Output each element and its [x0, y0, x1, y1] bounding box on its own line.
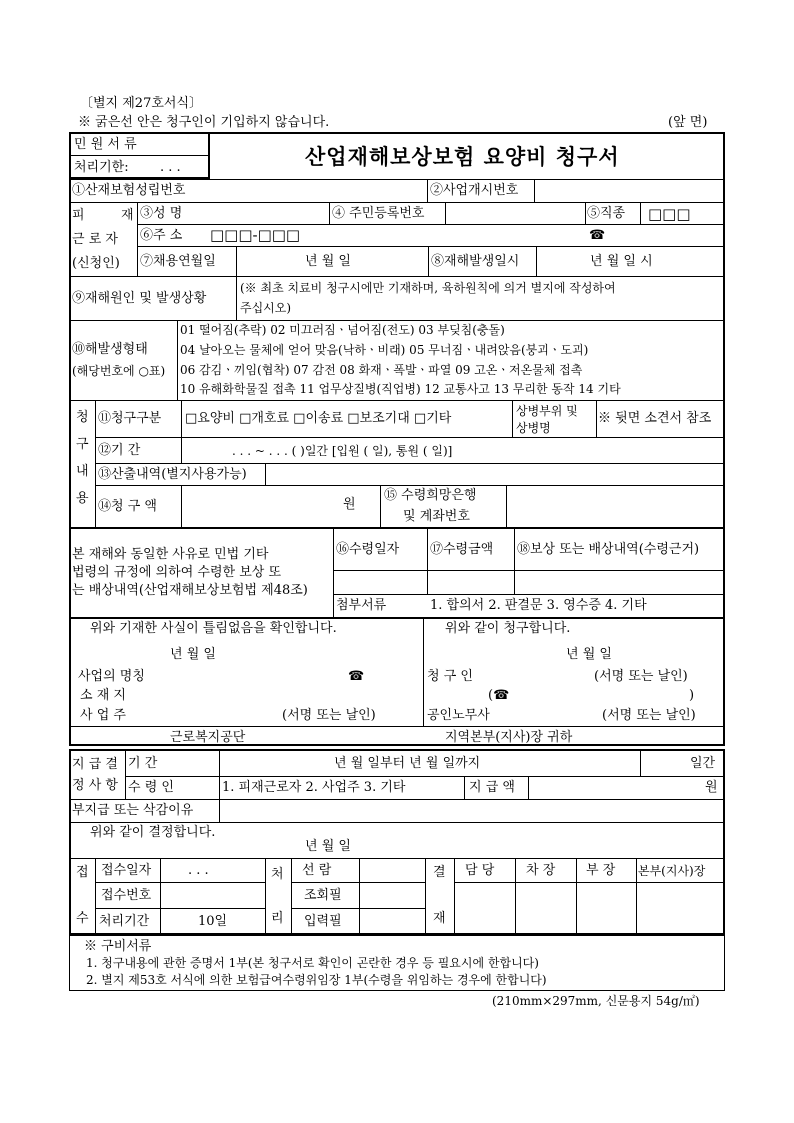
receipt-date-label: 접수일자	[101, 863, 152, 878]
input-label: 입력필	[304, 914, 342, 929]
victim-label-2: 재	[121, 208, 134, 223]
business-address-label: 소 재 지	[80, 688, 126, 703]
branch-label: 본부(지사)장	[638, 864, 706, 878]
proc-period-value: 10일	[198, 914, 228, 929]
decision-days-unit: 일간	[690, 756, 716, 771]
business-start-no-label: ②사업개시번호	[430, 183, 519, 198]
decision-period-label: 기 간	[128, 756, 158, 771]
comp-text-2: 법령의 규정에 의하여 수령한 보상 또	[72, 565, 282, 580]
accident-type-label: ⑩해발생형태	[72, 342, 148, 357]
form-number: 〔별지 제27호서식〕	[80, 96, 203, 111]
deadline-label: 처리기한:	[74, 160, 129, 175]
required-doc-1: 1. 청구내용에 관한 증명서 1부(본 청구서로 확인이 곤란한 경우 등 필요시에 한합니다)	[86, 956, 539, 970]
postal-code-boxes[interactable]: □□□-□□□	[210, 226, 301, 244]
receipt-date-value: . . .	[188, 863, 209, 878]
business-phone-icon: ☎	[348, 669, 365, 684]
labor-attorney-label: 공인노무사	[427, 708, 490, 723]
approve-side-1: 결	[433, 865, 446, 880]
confirm-right-date: 년 월 일	[566, 647, 612, 662]
civil-doc-label: 민 원 서 류	[74, 137, 137, 152]
claim-side-2: 구	[76, 437, 89, 452]
comp-col-date: ⑯수령일자	[336, 542, 400, 557]
accident-time-value: 년 월 일 시	[590, 254, 653, 269]
claim-kind-label: ⑪청구구분	[98, 411, 162, 426]
phone-icon: ☎	[589, 228, 606, 243]
receiver-options[interactable]: 1. 피재근로자 2. 사업주 3. 기타	[222, 780, 406, 795]
injury-note: ※ 뒷면 소견서 참조	[598, 411, 712, 426]
receipt-side-1: 접	[76, 865, 89, 880]
bank-label-1: ⑮ 수령희망은행	[384, 488, 477, 503]
form-title: 산업재해보상보험 요양비 청구서	[305, 144, 620, 169]
victim-label-3: 근 로 자	[72, 232, 118, 247]
accident-type-line1[interactable]: 01 떨어짐(추락) 02 미끄러짐ㆍ넘어짐(전도) 03 부딪침(충돌)	[180, 323, 505, 337]
claimant-label: 청 구 인	[427, 669, 473, 684]
rrn-label: ④ 주민등록번호	[332, 206, 425, 221]
approve-side-2: 재	[433, 911, 446, 926]
accident-type-hint: (해당번호에 ○표)	[72, 364, 166, 378]
attachments-items[interactable]: 1. 합의서 2. 판결문 3. 영수증 4. 기타	[430, 598, 647, 613]
cause-note-line2: 주십시오)	[240, 301, 292, 315]
proc-side-1: 처	[271, 867, 284, 882]
query-label: 조회필	[304, 888, 342, 903]
receipt-side-2: 수	[76, 911, 89, 926]
victim-label-1: 피	[72, 208, 85, 223]
confirm-left-date: 년 월 일	[170, 647, 216, 662]
confirm-right-heading: 위와 같이 청구합니다.	[445, 621, 571, 636]
hire-date-value: 년 월 일	[305, 254, 351, 269]
reason-label: 부지급 또는 삭감이유	[72, 803, 194, 818]
victim-label-4: (신청인)	[72, 256, 120, 271]
labor-attorney-sign: (서명 또는 날인)	[602, 708, 696, 723]
calc-label: ⑬산출내역(별지사용가능)	[98, 467, 247, 482]
accident-time-label: ⑧재해발생일시	[431, 254, 520, 269]
accident-type-line4[interactable]: 10 유해화학물질 접촉 11 업무상질병(직업병) 12 교통사고 13 무리한 동작 14 기타	[180, 382, 621, 396]
injury-label-2: 상병명	[516, 421, 551, 435]
job-label: ⑤직종	[587, 206, 626, 221]
name-label: ③성 명	[140, 206, 183, 221]
required-doc-2: 2. 별지 제53호 서식에 의한 보험급여수령위임장 1부(수령을 위임하는 경우에 한합니다)	[86, 973, 547, 987]
employer-sign: (서명 또는 날인)	[282, 708, 376, 723]
pay-unit: 원	[705, 780, 718, 795]
receipt-no-label: 접수번호	[101, 888, 152, 903]
claim-side-1: 청	[76, 410, 89, 425]
employer-label: 사 업 주	[80, 708, 126, 723]
business-name-label: 사업의 명칭	[78, 669, 145, 684]
paper-spec: (210mm×297mm, 신문용지 54g/㎡)	[492, 994, 700, 1008]
attachments-label: 첨부서류	[336, 598, 387, 613]
dept-label: 부 장	[586, 863, 616, 878]
address-label: ⑥주 소	[140, 228, 183, 243]
decision-label-1: 지 급 결	[72, 757, 118, 772]
page-side-label: (앞 면)	[668, 115, 708, 130]
injury-label-1: 상병부위 및	[516, 404, 578, 418]
amount-label: ⑭청 구 액	[98, 499, 157, 514]
deadline-value: . . .	[160, 160, 181, 175]
claimant-phone: (☎	[488, 688, 510, 703]
view-label: 선 람	[302, 863, 332, 878]
receiver-label: 수 령 인	[128, 780, 174, 795]
proc-period-label: 처리기간	[99, 914, 150, 929]
claim-side-4: 용	[76, 491, 89, 506]
decided-text: 위와 같이 결정합니다.	[90, 825, 216, 840]
confirm-left-heading: 위와 기재한 사실이 틀림없음을 확인합니다.	[90, 621, 337, 636]
pay-label: 지 급 액	[469, 780, 515, 795]
addressee: 지역본부(지사)장 귀하	[445, 730, 573, 745]
insurance-no-label: ①산재보험성립번호	[72, 183, 186, 198]
hire-date-label: ⑦채용연월일	[140, 254, 216, 269]
claim-side-3: 내	[76, 464, 89, 479]
claimant-phone-close: )	[689, 688, 695, 703]
period-value: . . . ~ . . . ( )일간 [입원 ( 일), 통원 ( 일)]	[232, 444, 453, 458]
decided-date: 년 월 일	[305, 839, 351, 854]
decision-period-value: 년 월 일부터 년 월 일까지	[334, 756, 481, 771]
notice-text: ※ 굵은선 안은 청구인이 기입하지 않습니다.	[78, 115, 330, 130]
chief-label: 차 장	[526, 863, 556, 878]
amount-unit: 원	[343, 497, 356, 512]
bank-label-2: 및 계좌번호	[403, 509, 470, 524]
comp-text-1: 본 재해와 동일한 사유로 민법 기타	[72, 547, 269, 562]
accident-type-line2[interactable]: 04 날아오는 물체에 얻어 맞음(낙하ㆍ비래) 05 무너짐ㆍ내려앉음(붕괴ㆍ도괴)	[180, 343, 589, 357]
comp-col-detail: ⑱보상 또는 배상내역(수령근거)	[517, 542, 700, 557]
claimant-sign: (서명 또는 날인)	[594, 669, 688, 684]
agency-name: 근로복지공단	[170, 730, 246, 745]
period-label: ⑫기 간	[98, 443, 141, 458]
comp-col-amount: ⑰수령금액	[430, 542, 494, 557]
docs-heading: ※ 구비서류	[84, 939, 152, 954]
proc-side-2: 리	[271, 911, 284, 926]
cause-label: ⑨재해원인 및 발생상황	[72, 291, 207, 306]
claim-kind-options[interactable]: □요양비 □개호료 □이송료 □보조기대 □기타	[185, 411, 452, 426]
cause-note-line1: (※ 최초 치료비 청구시에만 기재하며, 육하원칙에 의거 별지에 작성하여	[240, 281, 616, 295]
decision-label-2: 정 사 항	[72, 778, 118, 793]
accident-type-line3[interactable]: 06 감김ㆍ끼임(협착) 07 감전 08 화재ㆍ폭발ㆍ파열 09 고온ㆍ저온물체 접촉	[180, 363, 583, 377]
staff-label: 담 당	[465, 863, 495, 878]
comp-text-3: 는 배상내역(산업재해보상보험법 제48조)	[72, 583, 308, 598]
job-code-boxes[interactable]: □□□	[648, 205, 691, 223]
